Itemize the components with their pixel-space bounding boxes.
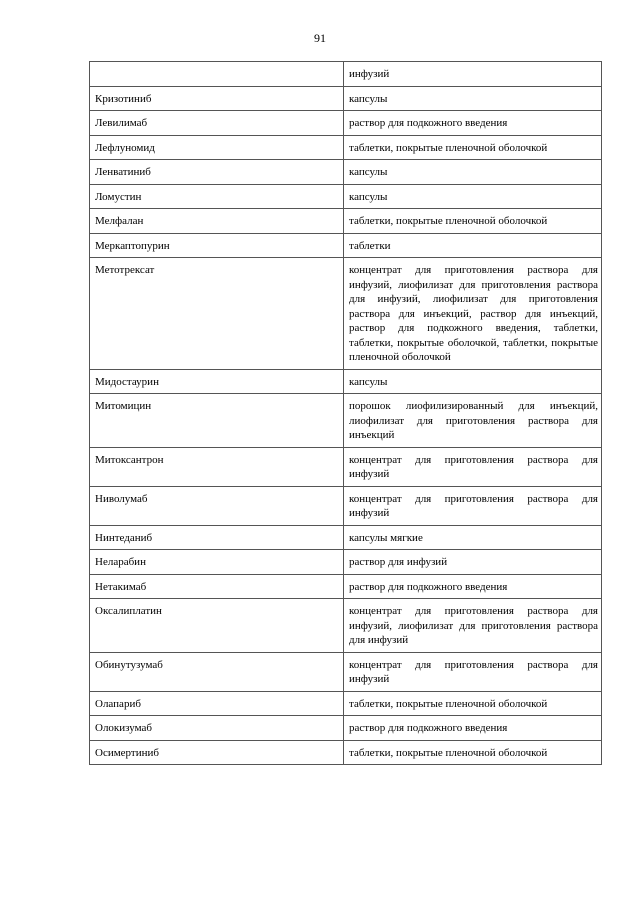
table-row [90,740,602,765]
dosage-form-cell: концентрат для приготовления раствора для инфузий, лиофилизат для приготовления раствора для инфузий, лиофилизат для приготовления раствора для инъекций, раствор для инъекций, раствор для подкожного введения, таблетки, таблетки, покрытые оболочкой, таблетки, покрытые пленочной оболочкой [344,258,602,370]
dosage-form-cell: капсулы [344,160,602,185]
drug-name-cell: Кризотиниб [90,86,344,111]
table-row [90,209,602,234]
dosage-form-cell: капсулы [344,184,602,209]
drug-name-cell: Митомицин [90,394,344,448]
drug-name-cell: Лефлуномид [90,135,344,160]
table-body [90,62,602,765]
drug-name-cell: Оксалиплатин [90,599,344,653]
dosage-form-cell: порошок лиофилизированный для инъекций, лиофилизат для приготовления раствора для инъекций [344,394,602,448]
dosage-form-cell: инфузий [344,62,602,87]
page-number: 91 [314,31,326,45]
dosage-form-cell: раствор для подкожного введения [344,574,602,599]
dosage-form-cell: таблетки, покрытые пленочной оболочкой [344,209,602,234]
table-row [90,447,602,486]
drug-name-cell: Нетакимаб [90,574,344,599]
drug-name-cell: Ленватиниб [90,160,344,185]
table-row [90,160,602,185]
drug-name-cell: Митоксантрон [90,447,344,486]
table-row [90,525,602,550]
table-row [90,691,602,716]
dosage-form-cell: концентрат для приготовления раствора для инфузий [344,447,602,486]
dosage-form-cell: таблетки, покрытые пленочной оболочкой [344,740,602,765]
dosage-form-cell: раствор для инфузий [344,550,602,575]
table-row [90,652,602,691]
dosage-form-cell: раствор для подкожного введения [344,111,602,136]
table-row [90,599,602,653]
dosage-form-cell: таблетки, покрытые пленочной оболочкой [344,691,602,716]
table-row [90,574,602,599]
dosage-form-cell: концентрат для приготовления раствора для инфузий [344,486,602,525]
drug-name-cell: Осимертиниб [90,740,344,765]
dosage-form-cell: раствор для подкожного введения [344,716,602,741]
dosage-form-cell: таблетки, покрытые пленочной оболочкой [344,135,602,160]
drug-name-cell [90,62,344,87]
drug-name-cell: Обинутузумаб [90,652,344,691]
dosage-form-cell: капсулы [344,369,602,394]
dosage-form-cell: капсулы мягкие [344,525,602,550]
table-row [90,716,602,741]
drug-name-cell: Ломустин [90,184,344,209]
table-row [90,86,602,111]
table-row [90,111,602,136]
dosage-form-cell: капсулы [344,86,602,111]
dosage-form-cell: концентрат для приготовления раствора для инфузий [344,652,602,691]
table-row [90,369,602,394]
dosage-form-cell: концентрат для приготовления раствора для инфузий, лиофилизат для приготовления раствора для инфузий [344,599,602,653]
drug-name-cell: Меркаптопурин [90,233,344,258]
table-row [90,184,602,209]
drug-name-cell: Олапариб [90,691,344,716]
table-row [90,62,602,87]
table-row [90,550,602,575]
drug-name-cell: Олокизумаб [90,716,344,741]
table-row [90,394,602,448]
table-row [90,135,602,160]
table-row [90,486,602,525]
drug-name-cell: Ниволумаб [90,486,344,525]
table-row [90,233,602,258]
drug-name-cell: Мидостаурин [90,369,344,394]
drug-table [89,61,602,765]
drug-name-cell: Мелфалан [90,209,344,234]
drug-name-cell: Метотрексат [90,258,344,370]
drug-name-cell: Неларабин [90,550,344,575]
dosage-form-cell: таблетки [344,233,602,258]
drug-name-cell: Нинтеданиб [90,525,344,550]
drug-name-cell: Левилимаб [90,111,344,136]
table-row [90,258,602,370]
